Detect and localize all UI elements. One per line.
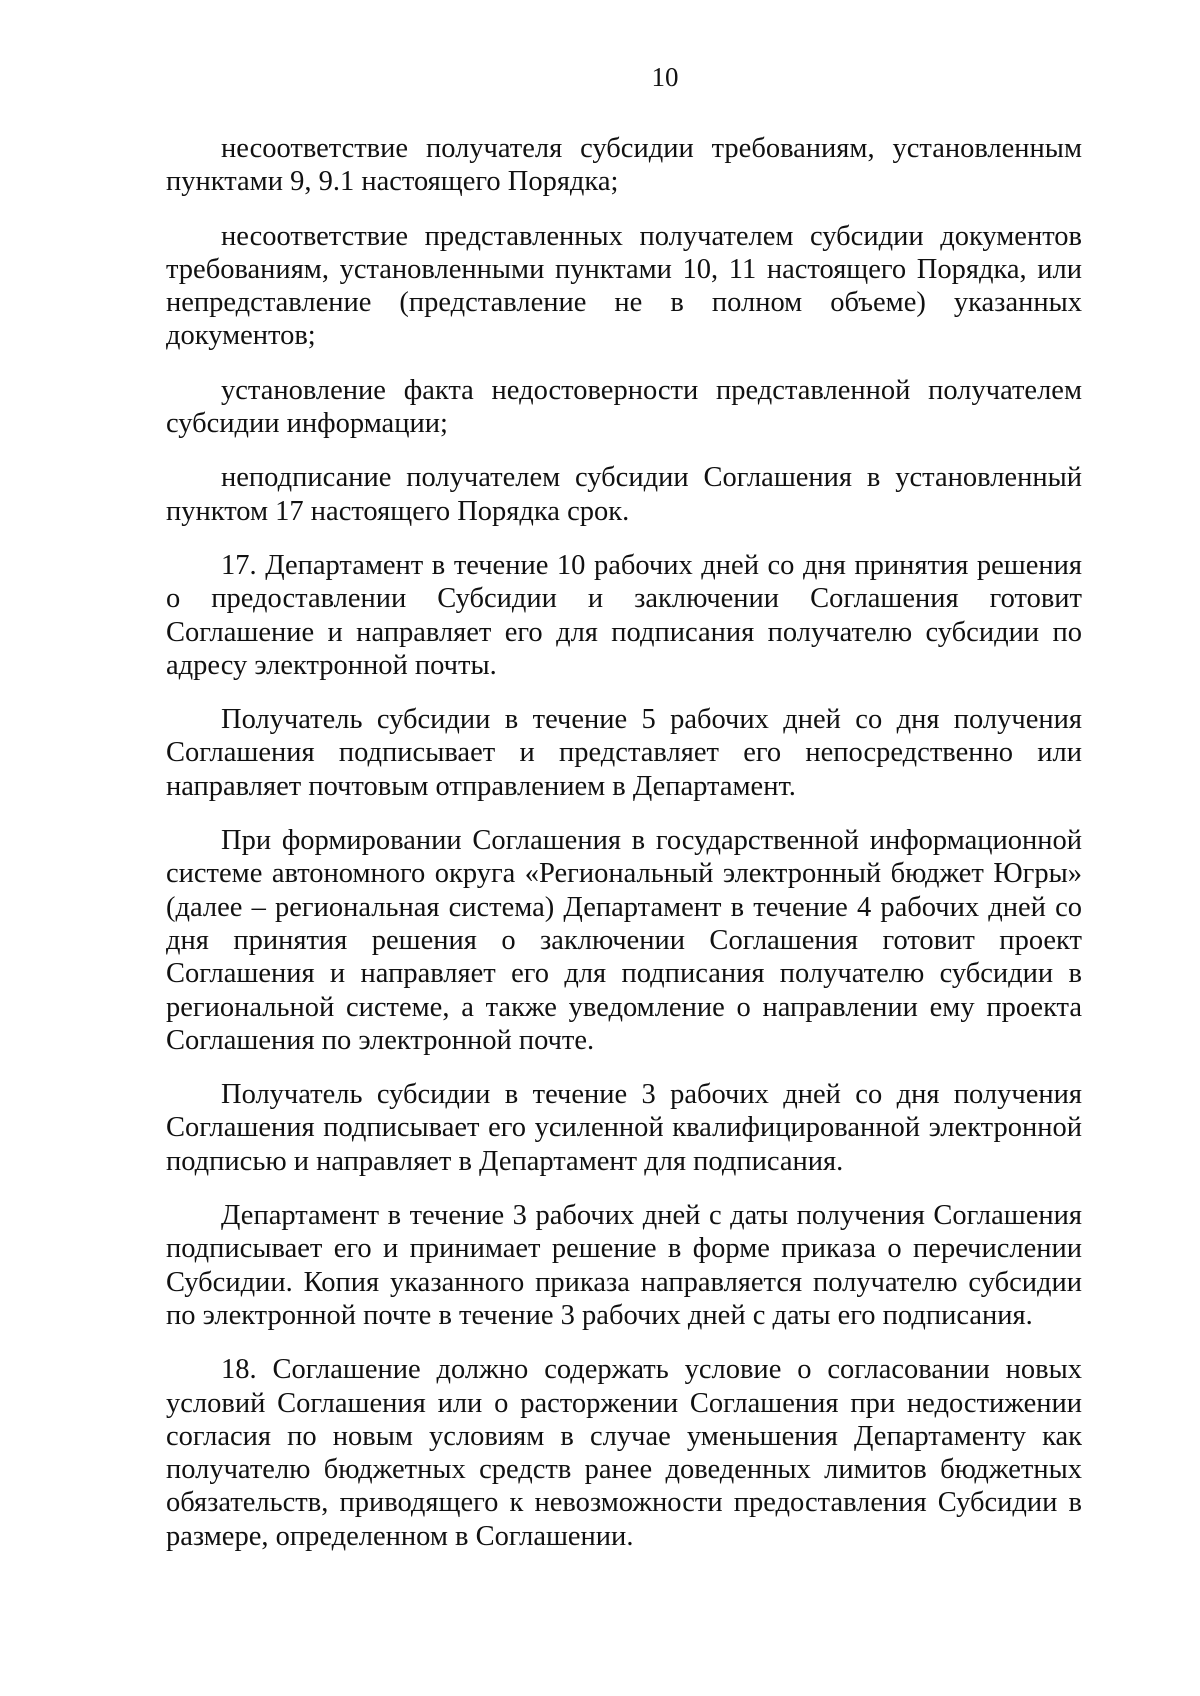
paragraph: несоответствие получателя субсидии требованиям, установленным пунктами 9, 9.1 настоящего Порядка; [166, 133, 1082, 198]
page-number: 10 [651, 62, 679, 92]
paragraph: Получатель субсидии в течение 3 рабочих дней со дня получения Соглашения подписывает его усиленной квалифицированной электронной подписью и направляет в Департамент для подписания. [166, 1079, 1082, 1177]
paragraph: установление факта недостоверности представленной получателем субсидии информации; [166, 374, 1082, 440]
paragraph: 18. Соглашение должно содержать условие о согласовании новых условий Соглашения или о расторжении Соглашения при недостижении согласия по новым условиям в случае уменьшения Департаменту как получателю бюджетных средств ранее доведенных лимитов бюджетных обязательств, приводящего к невозможности предоставления Субсидии в размере, определенном в Соглашении. [166, 1354, 1082, 1552]
paragraph: Департамент в течение 3 рабочих дней с даты получения Соглашения подписывает его и принимает решение в форме приказа о перечислении Субсидии. Копия указанного приказа направляется получателю субсидии по электронной почте в течение 3 рабочих дней с даты его подписания. [166, 1200, 1082, 1331]
paragraph: Получатель субсидии в течение 5 рабочих дней со дня получения Соглашения подписывает и представляет его непосредственно или направляет почтовым отправлением в Департамент. [166, 704, 1082, 802]
paragraph: 17. Департамент в течение 10 рабочих дней со дня принятия решения о предоставлении Субсидии и заключении Соглашения готовит Соглашение и направляет его для подписания получателю субсидии по адресу электронной почты. [166, 549, 1082, 681]
document-body [166, 132, 1082, 1553]
paragraph: При формировании Соглашения в государственной информационной системе автономного округа «Региональный электронный бюджет Югры» (далее – региональная система) Департамент в течение 4 рабочих дней со дня принятия решения о заключении Соглашения готовит проект Соглашения и направляет его для подписания получателю субсидии в региональной системе, а также уведомление о направлении ему проекта Соглашения по электронной почте. [166, 825, 1082, 1056]
paragraph: неподписание получателем субсидии Соглашения в установленный пунктом 17 настоящего Порядка срок. [166, 462, 1082, 527]
paragraph: несоответствие представленных получателем субсидии документов требованиям, установленными пунктами 10, 11 настоящего Порядка, или непредставление (представление не в полном объеме) указанных документов; [166, 220, 1082, 352]
